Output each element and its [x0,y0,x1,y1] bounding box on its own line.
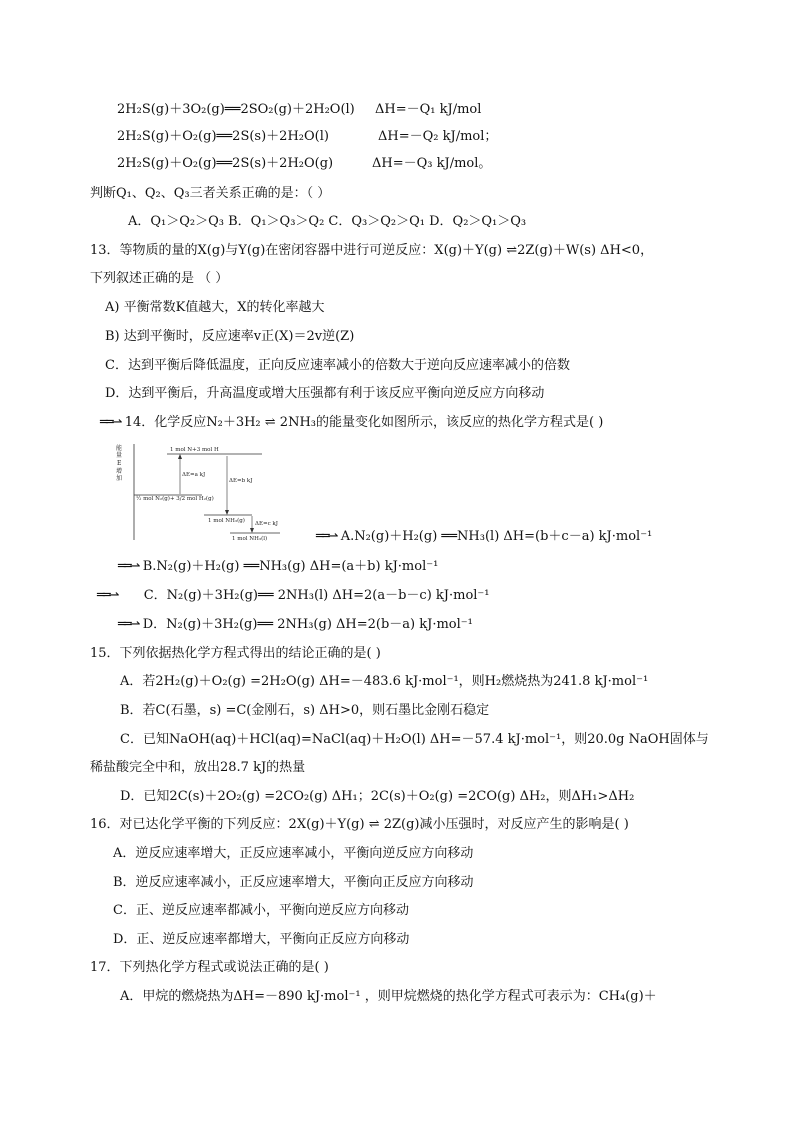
q16-option-a: A．逆反应速率增大，正反应速率减小，平衡向逆反应方向移动 [113,846,474,861]
energy-axis-label [116,444,122,482]
arrow-b-head [225,510,229,515]
q16-stem: 16．对已达化学平衡的下列反应：2X(g)＋Y(g) ⇌ 2Z(g)减小压强时，对反应产生的影响是( ) [90,817,629,832]
q12-enthalpy-3: ΔH=－Q₃ kJ/mol。 [372,156,492,171]
q13-stem-line-2: 下列叙述正确的是 （ ） [90,271,229,286]
axis-label-char-1: 能 [116,445,123,452]
q17-stem: 17．下列热化学方程式或说法正确的是( ) [90,960,329,975]
equilibrium-arrow-icon: ══⇀ [316,529,337,544]
q13-stem-line-1: 13．等物质的量的X(g)与Y(g)在密闭容器中进行可逆反应：X(g)＋Y(g) ⇌2Z(g)＋W(s) ΔH<0， [90,243,654,258]
q12-equation-2: 2H₂S(g)＋O₂(g)══2S(s)＋2H₂O(l) [117,129,329,144]
q15-option-b: B．若C(石墨，s) =C(金刚石，s) ΔH>0，则石墨比金刚石稳定 [120,703,490,718]
energy-diagram [112,440,302,548]
q14-stem-text: 14．化学反应N₂＋3H₂ ⇌ 2NH₃的能量变化如图所示，该反应的热化学方程式是( ) [124,415,604,430]
q14-option-a [316,528,652,546]
q14-option-d-text: D．N₂(g)＋3H₂(g)══ 2NH₃(g) ΔH=2(b－a) kJ·mol⁻¹ [142,617,473,632]
q16-option-d: D．正、逆反应速率都增大，平衡向正反应方向移动 [113,932,410,947]
q14-option-c-text: C．N₂(g)＋3H₂(g)══ 2NH₃(l) ΔH=2(a－b－c) kJ·mol⁻¹ [143,588,490,603]
q13-option-a: A) 平衡常数K值越大，X的转化率越大 [105,300,325,315]
level-atoms-label: 1 mol N+3 mol H [170,447,219,453]
axis-label-char-5: 加 [116,475,123,482]
axis-label-char-4: 增 [116,468,123,475]
q14-stem [100,414,603,432]
q13-option-b: B) 达到平衡时，反应速率v正(X)＝2v逆(Z) [105,329,355,344]
q13-option-d: D．达到平衡后，升高温度或增大压强都有利于该反应平衡向逆反应方向移动 [105,386,545,401]
q12-equation-3: 2H₂S(g)＋O₂(g)══2S(s)＋2H₂O(g) [117,156,334,171]
level-reactants-label: ½ mol N₂(g)+ 3/2 mol H₂(g) [136,496,214,502]
q12-enthalpy-1: ΔH=－Q₁ kJ/mol [375,102,482,117]
q12-enthalpy-2: ΔH=－Q₂ kJ/mol； [378,129,498,144]
arrow-a-label: ΔE=a kJ [182,472,206,478]
equilibrium-arrow-icon: ══⇀ [118,617,139,632]
q13-option-c: C．达到平衡后降低温度，正向反应速率减小的倍数大于逆向反应速率减小的倍数 [105,358,570,373]
equilibrium-arrow-icon: ══⇀ [118,559,139,574]
q15-option-c-line-2: 稀盐酸完全中和，放出28.7 kJ的热量 [90,760,306,775]
q16-option-b: B．逆反应速率减小，正反应速率增大，平衡向正反应方向移动 [113,875,474,890]
q16-option-c: C．正、逆反应速率都减小，平衡向逆反应方向移动 [113,903,409,918]
q15-option-c-line-1: C．已知NaOH(aq)＋HCl(aq)=NaCl(aq)＋H₂O(l) ΔH=－57.4 kJ·mol⁻¹，则20.0g NaOH固体与 [120,732,709,747]
q12-options: A．Q₁＞Q₂＞Q₃ B．Q₁＞Q₃＞Q₂ C．Q₃＞Q₂＞Q₁ D．Q₂＞Q₁＞Q₃ [128,214,527,229]
arrow-a-head [178,454,182,459]
q15-option-a: A．若2H₂(g)＋O₂(g) =2H₂O(g) ΔH=－483.6 kJ·mol⁻¹，则H₂燃烧热为241.8 kJ·mol⁻¹ [120,674,649,689]
q12-stem: 判断Q₁、Q₂、Q₃三者关系正确的是：（ ） [90,186,331,201]
axis-label-char-3: E [117,460,122,467]
arrow-c-label: ΔE=c kJ [255,521,278,527]
q15-stem: 15．下列依据热化学方程式得出的结论正确的是( ) [90,646,381,661]
q14-option-c [97,587,490,605]
level-liquid-label: 1 mol NH₃(l) [232,536,268,542]
equilibrium-arrow-icon: ══⇀ [97,588,118,603]
q14-option-a-text: A.N₂(g)＋H₂(g) ══NH₃(l) ΔH=(b＋c－a) kJ·mol⁻¹ [340,529,653,544]
q15-option-d: D．已知2C(s)＋2O₂(g) =2CO₂(g) ΔH₁；2C(s)＋O₂(g) =2CO(g) ΔH₂，则ΔH₁>ΔH₂ [120,789,635,804]
q12-equation-1: 2H₂S(g)＋3O₂(g)══2SO₂(g)＋2H₂O(l) [117,102,355,117]
level-gas-label: 1 mol NH₃(g) [208,518,245,524]
q14-option-d [118,616,473,634]
axis-label-char-2: 量 [116,452,123,459]
q17-option-a: A．甲烷的燃烧热为ΔH=－890 kJ·mol⁻¹ ，则甲烷燃烧的热化学方程式可表示为：CH₄(g)＋ [120,989,657,1004]
arrow-b-label: ΔE=b kJ [229,478,253,484]
q14-option-b-text: B.N₂(g)＋H₂(g) ══NH₃(g) ΔH=(a＋b) kJ·mol⁻¹ [142,559,439,574]
q14-option-b [118,558,438,576]
equilibrium-arrow-icon: ══⇀ [100,415,121,430]
arrow-c-head [250,528,254,533]
